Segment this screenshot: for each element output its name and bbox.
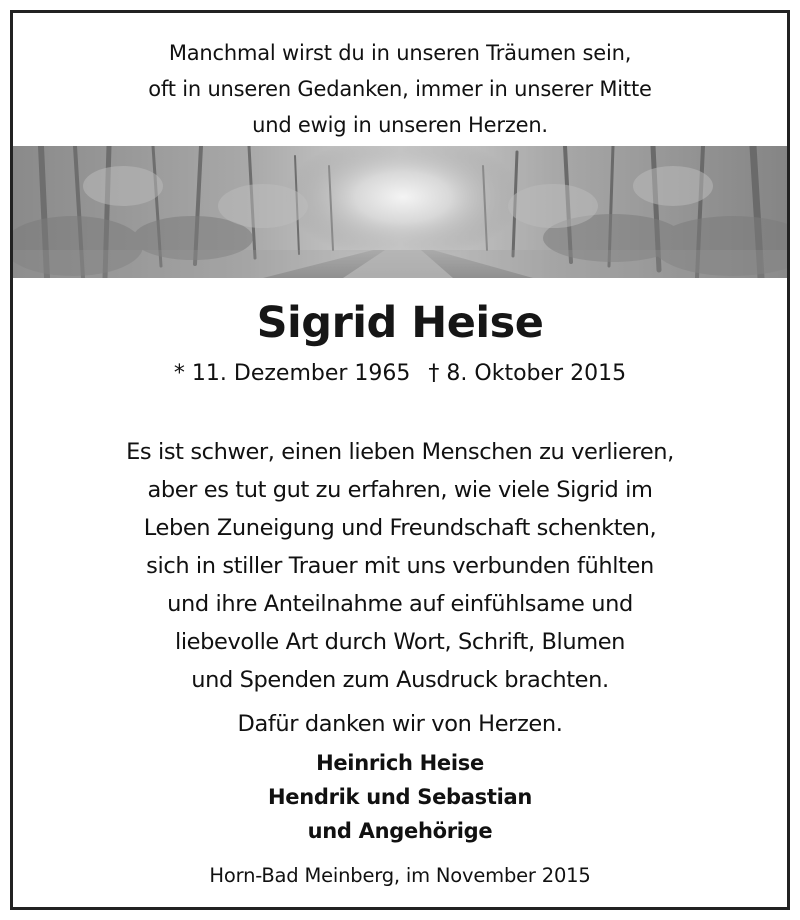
signers-block (13, 746, 787, 848)
message-line: sich in stiller Trauer mit uns verbunden fühlten (146, 553, 654, 579)
thank-you-message (13, 433, 787, 699)
message-line: Leben Zuneigung und Freundschaft schenkten, (143, 515, 657, 541)
death-date: † 8. Oktober 2015 (428, 361, 627, 386)
message-line: liebevolle Art durch Wort, Schrift, Blumen (174, 629, 626, 655)
obituary-frame (10, 10, 790, 910)
forest-path-image (13, 146, 787, 278)
forest-path-photo (13, 146, 787, 278)
verse-line: oft in unseren Gedanken, immer in unserer Mitte (148, 77, 652, 101)
place-and-date: Horn-Bad Meinberg, im November 2015 (209, 864, 591, 887)
verse-line: Manchmal wirst du in unseren Träumen sein, (168, 41, 632, 65)
signer-name: und Angehörige (307, 819, 493, 843)
message-line: Es ist schwer, einen lieben Menschen zu verlieren, (126, 439, 674, 465)
signer-name: Heinrich Heise (316, 751, 484, 775)
deceased-name: Sigrid Heise (256, 298, 544, 348)
message-line: und Spenden zum Ausdruck brachten. (191, 667, 609, 693)
birth-date: * 11. Dezember 1965 (173, 361, 411, 386)
signer-name: Hendrik und Sebastian (267, 785, 532, 809)
thanks-line: Dafür danken wir von Herzen. (237, 711, 563, 737)
message-line: und ihre Anteilnahme auf einfühlsame und (167, 591, 633, 617)
life-dates (13, 359, 787, 389)
memorial-verse (13, 35, 787, 143)
message-line: aber es tut gut zu erfahren, wie viele Sigrid im (147, 477, 653, 503)
verse-line: und ewig in unseren Herzen. (252, 113, 548, 137)
